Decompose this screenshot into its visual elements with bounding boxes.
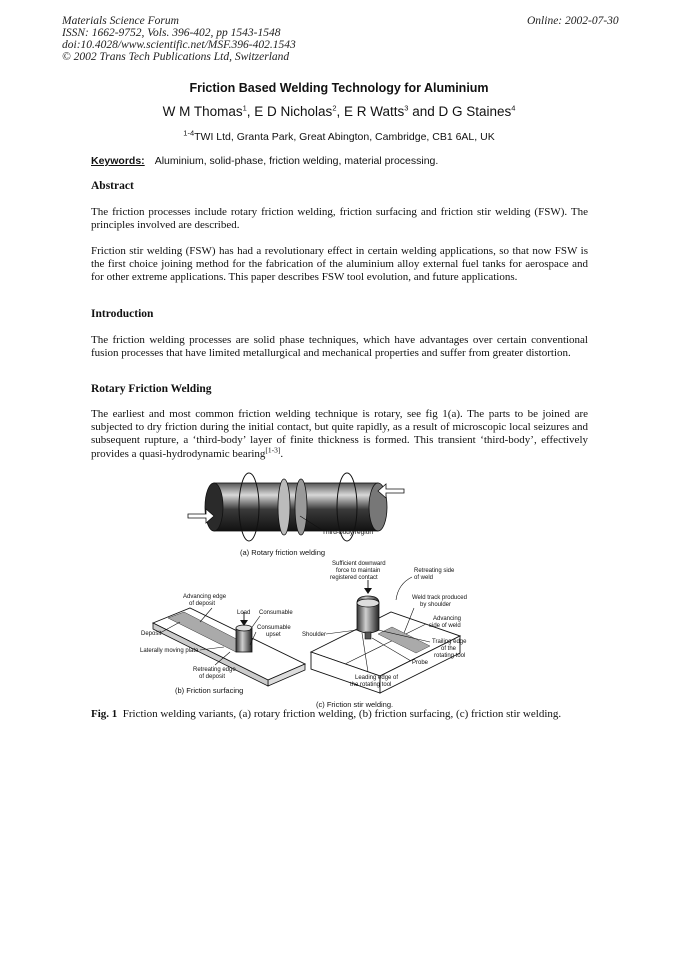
deposit-label: Deposit xyxy=(141,631,162,637)
load-label: Load xyxy=(237,610,251,616)
weld-track-label xyxy=(412,595,467,608)
author-name: E D Nicholas xyxy=(254,104,333,119)
author-sup: 4 xyxy=(511,103,516,113)
label-line: of deposit xyxy=(199,674,226,680)
rotary-text-end: . xyxy=(280,447,284,460)
advancing-side-label xyxy=(429,616,461,629)
author-sup: 1 xyxy=(242,103,247,113)
label-line: upset xyxy=(266,632,281,638)
introduction-paragraph: The friction welding processes are solid phase techniques, which have advantages over certain conventional fusion processes that have limited metallurgical and mechanical properties and suffer from greater distortion. xyxy=(91,334,588,360)
copyright-line: © 2002 Trans Tech Publications Ltd, Switzerland xyxy=(62,51,290,63)
affiliation-text: TWI Ltd, Granta Park, Great Abington, Cambridge, CB1 6AL, UK xyxy=(194,131,495,143)
label-line: Trailing edge xyxy=(432,639,467,645)
leading-edge-label xyxy=(350,675,398,688)
label-line: side of weld xyxy=(429,623,461,629)
downward-force-label xyxy=(330,561,386,581)
author-sup: 2 xyxy=(332,103,337,113)
author-name: E R Watts xyxy=(344,104,405,119)
tool-probe xyxy=(365,632,371,639)
abstract-heading: Abstract xyxy=(91,180,134,192)
third-body-label: Third-body region xyxy=(322,529,373,536)
author-name: D G Staines xyxy=(438,104,512,119)
consumable-rod xyxy=(236,628,252,652)
affiliation-sup: 1-4 xyxy=(183,128,195,138)
author-separator: , xyxy=(336,104,344,119)
doi-line[interactable]: doi:10.4028/www.scientific.net/MSF.396-402.1543 xyxy=(62,39,296,51)
label-line: Retreating edge xyxy=(193,667,236,673)
keywords-text: Aluminium, solid-phase, friction welding, material processing. xyxy=(154,155,439,167)
figure-label: Fig. 1 xyxy=(91,708,118,720)
keywords-label: Keywords: xyxy=(91,155,145,167)
abstract-paragraph-1: The friction processes include rotary friction welding, friction surfacing and friction stir welding (FSW). The principles involved are described. xyxy=(91,206,588,232)
introduction-heading: Introduction xyxy=(91,308,154,320)
leader-line xyxy=(396,577,412,600)
advancing-edge-label xyxy=(183,594,227,607)
label-line: of weld xyxy=(414,575,434,581)
author-sup: 3 xyxy=(404,103,409,113)
author-name: W M Thomas xyxy=(162,104,243,119)
label-line: Leading edge of xyxy=(355,675,399,681)
rotary-heading: Rotary Friction Welding xyxy=(91,383,212,395)
label-line: by shoulder xyxy=(420,602,452,608)
friction-surfacing-diagram xyxy=(140,594,305,695)
author-separator: and xyxy=(408,104,439,119)
label-line: Advancing edge xyxy=(183,594,227,600)
consumable-upset-label xyxy=(257,625,291,638)
figure-caption-text: Friction welding variants, (a) rotary friction welding, (b) friction surfacing, (c) friction stir welding. xyxy=(122,708,562,720)
label-line: force to maintain xyxy=(336,568,381,574)
flash-collar xyxy=(295,479,307,535)
label-line: of deposit xyxy=(189,601,216,607)
journal-name: Materials Science Forum xyxy=(62,15,179,27)
rotary-welding-diagram xyxy=(188,473,404,557)
label-line: of the xyxy=(441,646,457,652)
retreating-side-label xyxy=(414,568,455,581)
force-arrowhead xyxy=(364,588,372,594)
caption-b: (b) Friction surfacing xyxy=(175,686,244,695)
label-line: rotating tool xyxy=(434,653,466,659)
citation-ref[interactable]: [1-3] xyxy=(265,444,281,454)
shoulder-label: Shoulder xyxy=(302,632,327,638)
friction-stir-welding-diagram xyxy=(302,561,467,709)
abstract-paragraph-2: Friction stir welding (FSW) has had a revolutionary effect in certain welding applications, so that now FSW is the first choice joining method for the fabrication of the aluminium alloy external fuel tanks for aerospace and for other extreme applications. This paper describes FSW tool evolution, and future applications. xyxy=(91,245,588,284)
bar-end-left xyxy=(205,483,223,531)
online-date: Online: 2002-07-30 xyxy=(527,15,619,27)
label-line: Advancing xyxy=(433,616,462,622)
label-line: Consumable xyxy=(257,625,291,631)
label-line: Retreating side xyxy=(414,568,455,574)
issn-line: ISSN: 1662-9752, Vols. 396-402, pp 1543-1548 xyxy=(62,27,281,39)
author-separator: , xyxy=(246,104,255,119)
label-line: Sufficient downward xyxy=(332,561,386,567)
rotary-text: The earliest and most common friction welding technique is rotary, see fig 1(a). The parts to be joined are subjected to dry friction during the initial contact, but quite rapidly, as a result of microscopic local seizures and subsequent rupture, a ‘third-body’ layer of finite thickness is formed. This transient ‘third-body’, effectively provides a quasi-hydrodynamic bearing xyxy=(91,408,588,460)
retreating-edge-label xyxy=(193,667,236,680)
caption-c: (c) Friction stir welding. xyxy=(316,700,394,709)
paper-title: Friction Based Welding Technology for Aluminium xyxy=(189,81,489,95)
laterally-moving-plate-label: Laterally moving plate xyxy=(140,648,199,654)
probe-label: Probe xyxy=(412,660,429,666)
caption-a: (a) Rotary friction welding xyxy=(240,548,326,557)
consumable-label: Consumable xyxy=(259,610,293,616)
figure-caption xyxy=(91,708,591,721)
label-line: the rotating tool xyxy=(350,682,392,688)
label-line: registered contact xyxy=(330,575,378,581)
flash-collar xyxy=(278,479,290,535)
label-line: Weld track produced xyxy=(412,595,467,601)
tool-top xyxy=(357,599,379,607)
